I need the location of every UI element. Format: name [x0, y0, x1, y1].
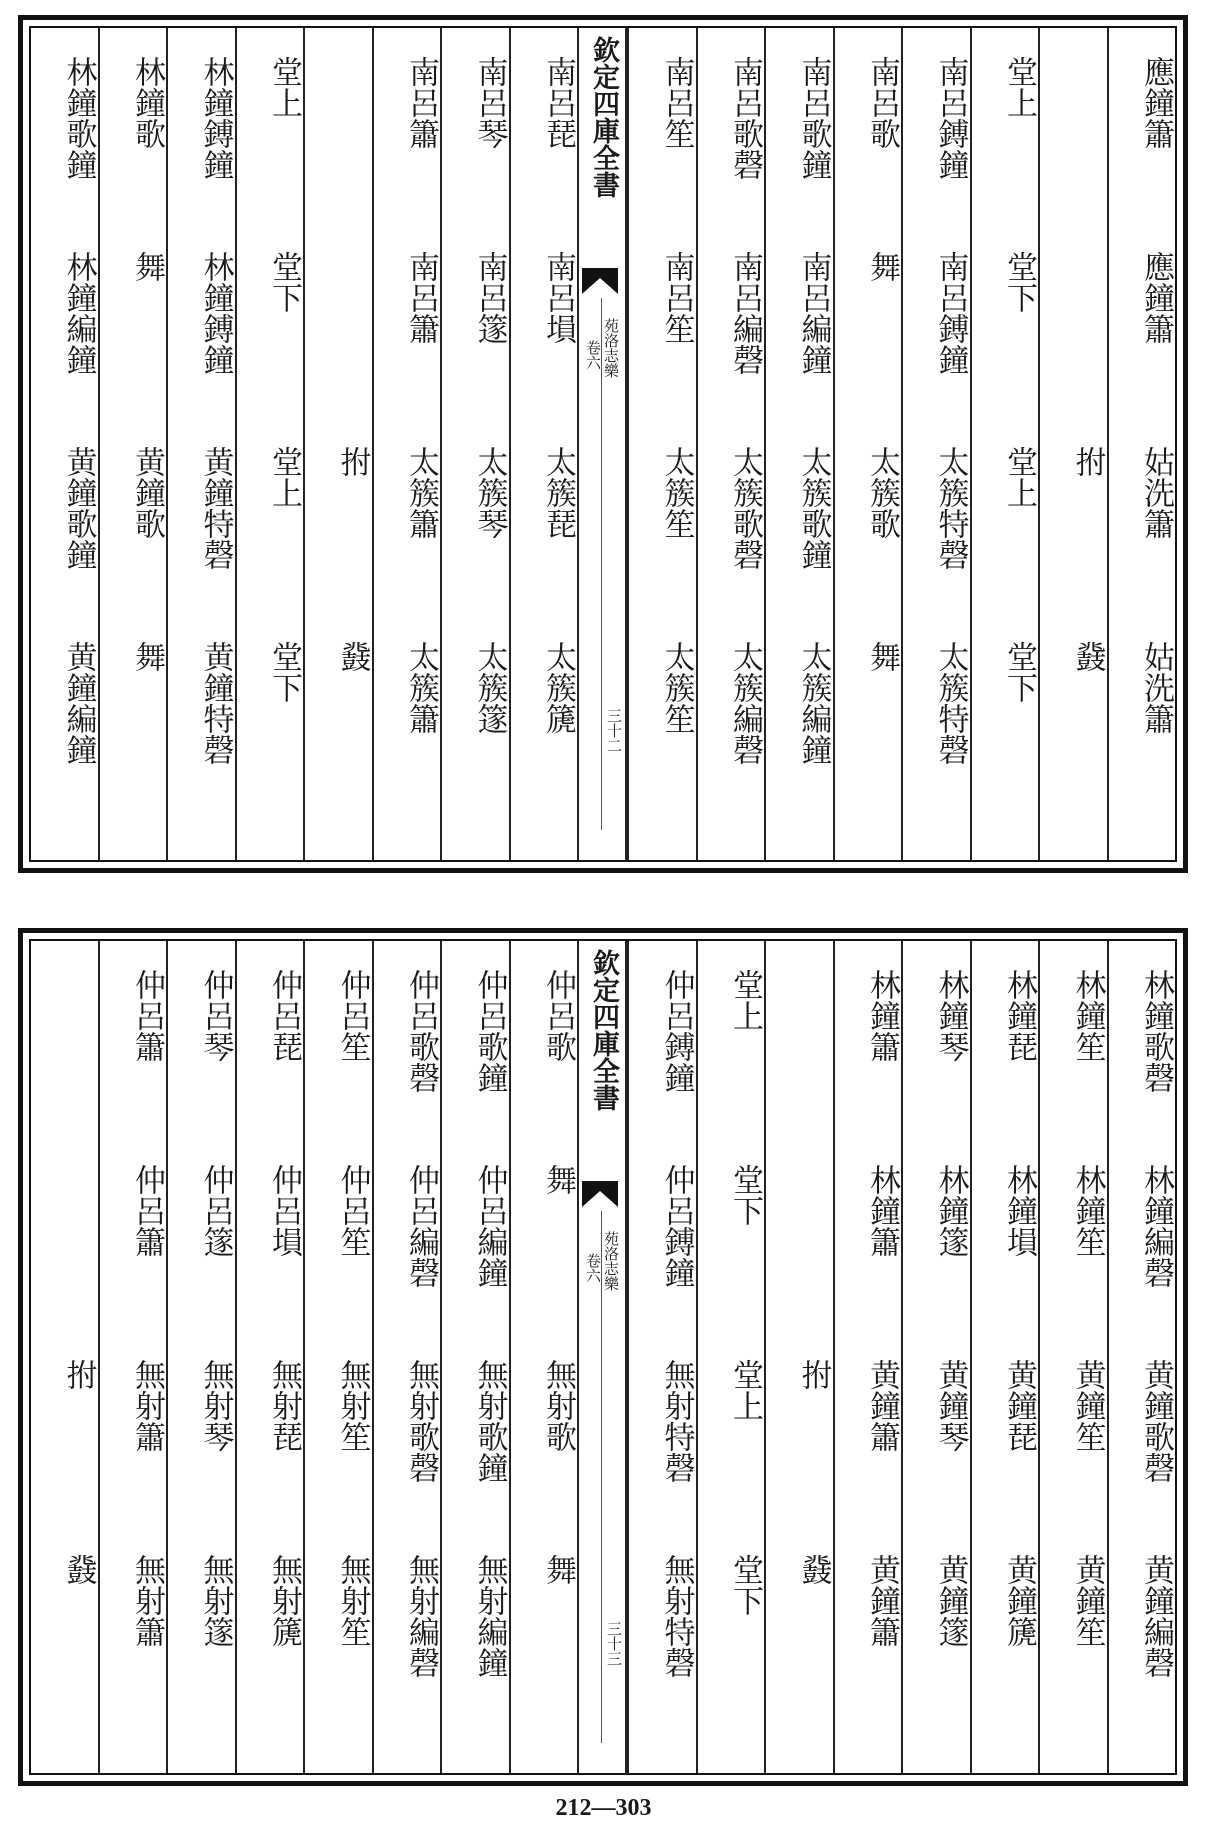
text-column: [166, 28, 235, 860]
column-entry: 堂上: [1001, 446, 1037, 508]
column-entry: 林鐘簫: [864, 969, 900, 1062]
text-column: [901, 941, 970, 1773]
column-entry: 無射歌: [540, 1359, 576, 1452]
column-entry: 無射編鐘: [471, 1554, 508, 1678]
column-entry: 堂上: [1001, 56, 1037, 118]
column-entry: 仲呂編磬: [403, 1164, 439, 1288]
column-entry: 舞: [129, 251, 165, 282]
column-entry: 林鐘編鐘: [60, 251, 97, 375]
column-entry: 仲呂篴: [197, 1164, 234, 1257]
column-entry: 太簇特磬: [932, 446, 969, 570]
text-column: [1038, 28, 1107, 860]
fish-tail-mark-icon: [582, 268, 618, 294]
column-entry: 林鐘笙: [1069, 1164, 1106, 1257]
column-entry: 應鐘簫: [1138, 56, 1174, 149]
column-entry: 太簇簫: [403, 641, 439, 734]
text-column: [970, 941, 1039, 1773]
column-entry: 仲呂簫: [129, 1164, 165, 1257]
column-entry: 仲呂編鐘: [471, 1164, 508, 1288]
column-entry: 太簇歌: [864, 446, 900, 539]
column-entry: 仲呂歌: [540, 969, 576, 1062]
column-entry: 南呂編磬: [727, 251, 763, 375]
column-entry: 無射特磬: [658, 1359, 695, 1483]
column-entry: 黄鐘歌鐘: [60, 446, 97, 570]
column-entry: 黄鐘編鐘: [60, 641, 97, 765]
column-entry: 林鐘鎛鐘: [197, 56, 234, 180]
column-entry: 鼗: [60, 1554, 97, 1585]
text-column: [970, 28, 1039, 860]
column-entry: 黄鐘篪: [1001, 1554, 1037, 1647]
column-entry: 南呂簫: [403, 251, 439, 344]
column-entry: 南呂琵: [540, 56, 576, 149]
column-entry: 南呂簫: [403, 56, 439, 149]
text-column: [764, 28, 833, 860]
column-entry: 太簇琵: [540, 446, 576, 539]
text-column: [98, 28, 167, 860]
text-column: [509, 941, 578, 1773]
page-footer-number: 212—303: [555, 1795, 652, 1821]
column-entry: 太簇笙: [658, 641, 695, 734]
column-entry: 鼗: [1069, 641, 1106, 672]
column-entry: 南呂鎛鐘: [932, 251, 969, 375]
column-entry: 舞: [864, 641, 900, 672]
column-entry: 堂下: [727, 1554, 763, 1616]
column-entry: 黄鐘笙: [1069, 1554, 1106, 1647]
column-entry: 太簇篴: [471, 641, 508, 734]
column-entry: 無射特磬: [658, 1554, 695, 1678]
column-entry: 無射簫: [129, 1554, 165, 1647]
column-entry: 無射簫: [129, 1359, 165, 1452]
column-entry: 林鐘簫: [864, 1164, 900, 1257]
column-entry: 無射笙: [334, 1554, 371, 1647]
column-entry: 堂下: [266, 641, 302, 703]
text-column: [509, 28, 578, 860]
column-entry: 太簇笙: [658, 446, 695, 539]
volume-number: 卷六: [584, 340, 602, 370]
column-entry: 黄鐘笙: [1069, 1359, 1106, 1452]
column-entry: 拊: [60, 1359, 97, 1390]
column-entry: 無射篴: [197, 1554, 234, 1647]
column-entry: 仲呂笙: [334, 1164, 371, 1257]
work-title: 苑洛志樂: [602, 318, 620, 378]
column-entry: 堂下: [727, 1164, 763, 1226]
text-column: [372, 941, 441, 1773]
column-entry: 拊: [1069, 446, 1106, 477]
column-entry: 黄鐘編磬: [1138, 1554, 1174, 1678]
column-entry: 姑洗簫: [1138, 641, 1174, 734]
text-column: [1038, 941, 1107, 1773]
column-entry: 林鐘編磬: [1138, 1164, 1174, 1288]
column-entry: 太簇篪: [540, 641, 576, 734]
column-entry: 南呂琴: [471, 56, 508, 149]
column-entry: 南呂鎛鐘: [932, 56, 969, 180]
upper-page-frame: [29, 26, 1177, 862]
column-entry: 堂上: [727, 969, 763, 1031]
column-entry: 拊: [795, 1359, 832, 1390]
column-entry: 南呂笙: [658, 251, 695, 344]
text-column: [696, 28, 765, 860]
column-entry: 堂下: [266, 251, 302, 313]
column-entry: 黄鐘篴: [932, 1554, 969, 1647]
column-entry: 林鐘歌: [129, 56, 165, 149]
column-entry: 舞: [540, 1554, 576, 1585]
column-entry: 仲呂簫: [129, 969, 165, 1062]
text-column: [235, 941, 304, 1773]
text-column: [31, 28, 98, 860]
text-column: [303, 28, 372, 860]
center-fold-column: [577, 941, 627, 1773]
column-entry: 太簇編鐘: [795, 641, 832, 765]
text-column: [627, 941, 696, 1773]
column-entry: 仲呂鎛鐘: [658, 1164, 695, 1288]
text-column: [440, 28, 509, 860]
column-entry: 仲呂歌磬: [403, 969, 439, 1093]
column-entry: 舞: [129, 641, 165, 672]
column-entry: 太簇特磬: [932, 641, 969, 765]
column-entry: 舞: [864, 251, 900, 282]
volume-label: [579, 1231, 625, 1351]
column-entry: 仲呂鎛鐘: [658, 969, 695, 1093]
column-entry: 舞: [540, 1164, 576, 1195]
text-column: [901, 28, 970, 860]
work-title: 苑洛志樂: [602, 1231, 620, 1291]
book-title: 欽定四庫全書: [588, 36, 619, 198]
text-column: [372, 28, 441, 860]
column-entry: 黄鐘歌磬: [1138, 1359, 1174, 1483]
text-column: [235, 28, 304, 860]
column-entry: 林鐘琴: [932, 969, 969, 1062]
folio-number: 三十三: [605, 1621, 623, 1666]
column-entry: 鼗: [795, 1554, 832, 1585]
column-entry: 黄鐘特磬: [197, 446, 234, 570]
folio-number: 三十二: [605, 708, 623, 753]
column-entry: 堂下: [1001, 251, 1037, 313]
text-column: [833, 28, 902, 860]
column-entry: 太簇歌鐘: [795, 446, 832, 570]
column-entry: 無射笙: [334, 1359, 371, 1452]
text-column: [696, 941, 765, 1773]
column-entry: 南呂歌磬: [727, 56, 763, 180]
lower-page: [18, 928, 1188, 1786]
text-column: [1107, 941, 1176, 1773]
column-entry: 堂下: [1001, 641, 1037, 703]
column-entry: 黄鐘簫: [864, 1554, 900, 1647]
column-entry: 黄鐘簫: [864, 1359, 900, 1452]
lower-page-frame: [29, 939, 1177, 1775]
column-entry: 太簇琴: [471, 446, 508, 539]
column-entry: 無射琴: [197, 1359, 234, 1452]
column-entry: 太簇歌磬: [727, 446, 763, 570]
text-column: [440, 941, 509, 1773]
column-entry: 仲呂琴: [197, 969, 234, 1062]
column-entry: 太簇編磬: [727, 641, 763, 765]
column-entry: 南呂塤: [540, 251, 576, 344]
text-column: [31, 941, 98, 1773]
column-entry: 林鐘琵: [1001, 969, 1037, 1062]
text-column: [1107, 28, 1176, 860]
column-entry: 太簇簫: [403, 446, 439, 539]
text-column: [166, 941, 235, 1773]
column-entry: 林鐘塤: [1001, 1164, 1037, 1257]
column-entry: 黄鐘琴: [932, 1359, 969, 1452]
column-entry: 鼗: [334, 641, 371, 672]
column-entry: 無射歌磬: [403, 1359, 439, 1483]
column-entry: 南呂歌鐘: [795, 56, 832, 180]
text-column: [764, 941, 833, 1773]
volume-label: [579, 318, 625, 438]
column-entry: 黄鐘歌: [129, 446, 165, 539]
column-entry: 仲呂琵: [266, 969, 302, 1062]
column-entry: 無射琵: [266, 1359, 302, 1452]
column-entry: 仲呂歌鐘: [471, 969, 508, 1093]
column-entry: 堂上: [727, 1359, 763, 1421]
column-entry: 南呂笙: [658, 56, 695, 149]
column-entry: 林鐘鎛鐘: [197, 251, 234, 375]
column-entry: 林鐘笙: [1069, 969, 1106, 1062]
column-entry: 南呂歌: [864, 56, 900, 149]
column-entry: 姑洗簫: [1138, 446, 1174, 539]
column-entry: 仲呂笙: [334, 969, 371, 1062]
column-entry: 黄鐘特磬: [197, 641, 234, 765]
column-entry: 林鐘歌鐘: [60, 56, 97, 180]
column-entry: 無射歌鐘: [471, 1359, 508, 1483]
column-entry: 無射編磬: [403, 1554, 439, 1678]
column-entry: 堂上: [266, 56, 302, 118]
column-entry: 林鐘歌磬: [1138, 969, 1174, 1093]
text-column: [833, 941, 902, 1773]
column-entry: 仲呂塤: [266, 1164, 302, 1257]
book-title: 欽定四庫全書: [588, 949, 619, 1111]
column-entry: 黄鐘琵: [1001, 1359, 1037, 1452]
volume-number: 卷六: [584, 1253, 602, 1283]
column-entry: 南呂篴: [471, 251, 508, 344]
column-entry: 堂上: [266, 446, 302, 508]
text-column: [98, 941, 167, 1773]
column-entry: 林鐘篴: [932, 1164, 969, 1257]
column-entry: 拊: [334, 446, 371, 477]
text-column: [303, 941, 372, 1773]
column-entry: 應鐘簫: [1138, 251, 1174, 344]
column-entry: 南呂編鐘: [795, 251, 832, 375]
fish-tail-mark-icon: [582, 1181, 618, 1207]
upper-page: [18, 15, 1188, 873]
text-column: [627, 28, 696, 860]
column-entry: 無射篪: [266, 1554, 302, 1647]
center-fold-column: [577, 28, 627, 860]
